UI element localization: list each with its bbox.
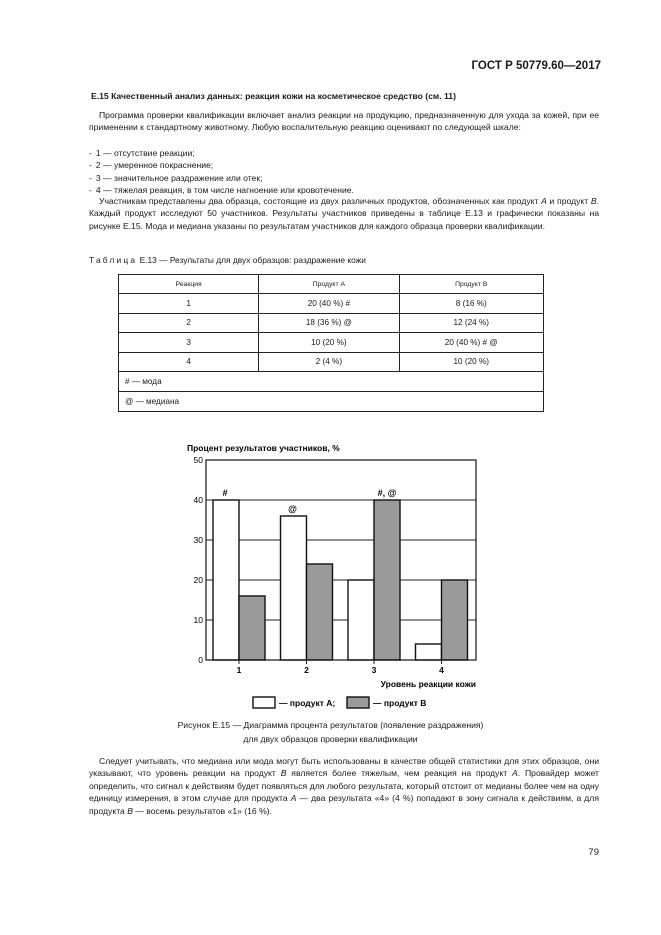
table-cell: 8 (16 %) <box>399 294 544 314</box>
bar-product-b <box>239 596 265 660</box>
legend-swatch-product-a <box>253 697 275 708</box>
x-tick-label: 4 <box>439 665 444 675</box>
table-cell: 2 (4 %) <box>259 352 399 372</box>
document-header: ГОСТ Р 50779.60—2017 <box>471 60 601 72</box>
table-cell: 10 (20 %) <box>399 352 544 372</box>
bar-product-b <box>374 500 400 660</box>
table-cell: 20 (40 %) # @ <box>399 333 544 353</box>
x-axis-label: Уровень реакции кожи <box>380 679 476 689</box>
column-header: Реакция <box>119 275 259 294</box>
table-row <box>119 294 544 314</box>
y-tick-label: 10 <box>193 615 203 625</box>
figure-caption <box>0 719 661 746</box>
table-cell: 10 (20 %) <box>259 333 399 353</box>
x-tick-label: 3 <box>371 665 377 675</box>
paragraph-conclusion: Следует учитывать, что медиана или мода могут быть использованы в качестве общей статистики для этих образцов, они указывают, что уровень реакции на продукт B является более тяжелым, чем реакция на продукт A. Провайдер может определить, что сигнал к действиям будет появляться для любого результата, который отстоит от медианы более чем на одну единицу измерения, в этом случае для продукта A — два результата «4» (4 %) попадают в зону сигнала к действиям, а для продукта B — восемь результатов «1» (16 %). <box>89 756 599 816</box>
scale-item: - 4 — тяжелая реакция, в том числе нагноение или кровотечение. <box>89 185 354 196</box>
bar-product-b <box>307 564 333 660</box>
bar-annotation: # <box>222 488 228 498</box>
table-cell: 18 (36 %) @ <box>259 313 399 333</box>
figure-caption-line: Рисунок Е.15 — Диаграмма процента результатов (появление раздражения) <box>177 720 484 730</box>
section-title: Е.15 Качественный анализ данных: реакция кожи на косметическое средство (см. 11) <box>91 91 456 101</box>
scale-item: - 2 — умеренное покраснение; <box>89 160 214 171</box>
bar-product-b <box>442 580 468 660</box>
table-cell: 2 <box>119 313 259 333</box>
y-tick-label: 30 <box>193 535 203 545</box>
paragraph-intro: Программа проверки квалификации включает анализ реакции на продукцию, предназначенную для ухода за кожей, при ее применении к стандартному животному. Любую воспалительную реакцию оценивают по следующей шкале: <box>89 110 599 133</box>
figure-caption-line: для двух образцов проверки квалификации <box>243 733 418 744</box>
bar-product-a <box>281 516 307 660</box>
paragraph-participants: Участникам представлены два образца, состоящие из двух различных продуктов, обозначенных как продукт A и продукт B. Каждый продукт исследуют 50 участников. Результаты участников приведены в таблице Е.13 и графически показаны на рисунке Е.15. Мода и медиана указаны по результатам участников для каждого образца проверки квалификации. <box>89 196 599 231</box>
y-tick-label: 20 <box>193 575 203 585</box>
scale-item: - 3 — значительное раздражение или отек; <box>89 172 263 183</box>
column-header: Продукт B <box>399 275 544 294</box>
column-header: Продукт A <box>259 275 399 294</box>
y-axis-label: Процент результатов участников, % <box>187 443 340 453</box>
bar-annotation: @ <box>288 504 297 514</box>
scale-list <box>89 147 358 197</box>
table-note-row <box>119 372 544 392</box>
y-tick-label: 50 <box>193 455 203 465</box>
legend-swatch-product-b <box>347 697 369 708</box>
bar-annotation: #, @ <box>377 488 397 498</box>
table-cell: 3 <box>119 333 259 353</box>
table-row <box>119 313 544 333</box>
y-tick-label: 0 <box>198 655 203 665</box>
bar-product-a <box>213 500 239 660</box>
x-tick-label: 1 <box>236 665 242 675</box>
table-note-row <box>119 392 544 412</box>
y-tick-label: 40 <box>193 495 203 505</box>
table-caption-text: Е.13 — Результаты для двух образцов: раздражение кожи <box>139 255 366 265</box>
bar-product-a <box>348 580 374 660</box>
results-table <box>118 274 544 412</box>
legend-label-product-b: — продукт B <box>373 698 427 708</box>
median-note: @ — медиана <box>119 392 544 412</box>
table-caption-label: Таблица <box>89 255 138 265</box>
mode-note: # — мода <box>119 372 544 392</box>
bar-product-a <box>416 644 442 660</box>
table-header-row <box>119 275 544 294</box>
table-row <box>119 352 544 372</box>
legend-label-product-a: — продукт A; <box>279 698 336 708</box>
table-cell: 4 <box>119 352 259 372</box>
scale-item: - 1 — отсутствие реакции; <box>89 148 195 158</box>
bar-chart <box>183 440 493 715</box>
page-number: 79 <box>588 847 599 858</box>
table-caption <box>89 255 366 265</box>
table-row <box>119 333 544 353</box>
table-cell: 1 <box>119 294 259 314</box>
x-tick-label: 2 <box>304 665 309 675</box>
table-cell: 12 (24 %) <box>399 313 544 333</box>
table-cell: 20 (40 %) # <box>259 294 399 314</box>
